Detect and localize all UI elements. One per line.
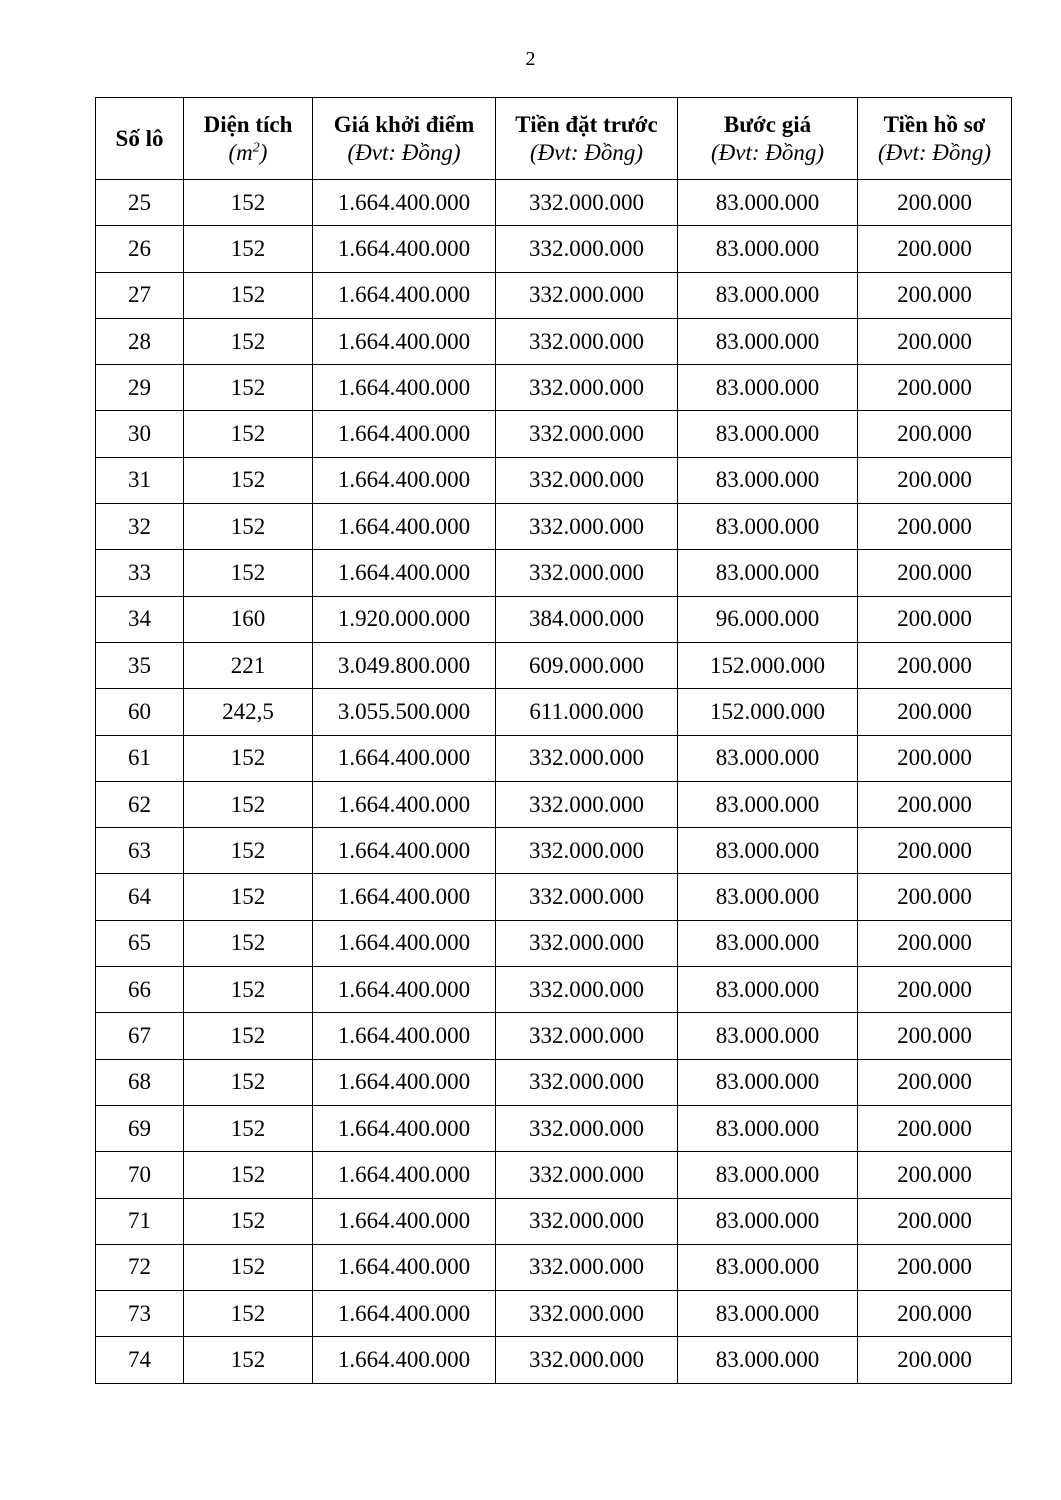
cell-deposit: 332.000.000: [496, 1059, 678, 1105]
cell-deposit: 332.000.000: [496, 226, 678, 272]
cell-deposit: 332.000.000: [496, 1013, 678, 1059]
table-row: [96, 689, 1012, 735]
cell-starting-price: 1.664.400.000: [313, 365, 496, 411]
table-row: [96, 920, 1012, 966]
cell-lot-number: 73: [96, 1291, 184, 1337]
cell-starting-price: 1.664.400.000: [313, 1291, 496, 1337]
table-row: [96, 1152, 1012, 1198]
table-row: [96, 457, 1012, 503]
cell-lot-number: 61: [96, 735, 184, 781]
cell-file-fee: 200.000: [858, 550, 1012, 596]
header-title: Số lô: [115, 125, 164, 151]
cell-price-step: 152.000.000: [678, 689, 858, 735]
cell-file-fee: 200.000: [858, 1291, 1012, 1337]
table-row: [96, 550, 1012, 596]
cell-area: 152: [184, 1013, 313, 1059]
table-row: [96, 411, 1012, 457]
cell-starting-price: 1.664.400.000: [313, 550, 496, 596]
cell-file-fee: 200.000: [858, 920, 1012, 966]
cell-deposit: 332.000.000: [496, 365, 678, 411]
cell-deposit: 332.000.000: [496, 1291, 678, 1337]
header-unit: (Đvt: Đồng): [529, 139, 644, 165]
cell-lot-number: 32: [96, 504, 184, 550]
table-row: [96, 1013, 1012, 1059]
cell-file-fee: 200.000: [858, 642, 1012, 688]
cell-area: 152: [184, 874, 313, 920]
table-row: [96, 504, 1012, 550]
cell-deposit: 332.000.000: [496, 504, 678, 550]
table-row: [96, 1059, 1012, 1105]
cell-starting-price: 1.664.400.000: [313, 318, 496, 364]
cell-area: 152: [184, 411, 313, 457]
cell-deposit: 609.000.000: [496, 642, 678, 688]
cell-deposit: 332.000.000: [496, 318, 678, 364]
cell-deposit: 332.000.000: [496, 411, 678, 457]
cell-file-fee: 200.000: [858, 735, 1012, 781]
table-row: [96, 1105, 1012, 1151]
cell-file-fee: 200.000: [858, 874, 1012, 920]
table-row: [96, 272, 1012, 318]
cell-deposit: 332.000.000: [496, 1105, 678, 1151]
cell-area: 152: [184, 967, 313, 1013]
cell-price-step: 83.000.000: [678, 967, 858, 1013]
cell-file-fee: 200.000: [858, 411, 1012, 457]
cell-file-fee: 200.000: [858, 226, 1012, 272]
header-area: [184, 98, 313, 180]
header-title: Tiền hồ sơ: [883, 111, 986, 137]
cell-starting-price: 1.664.400.000: [313, 411, 496, 457]
cell-deposit: 332.000.000: [496, 272, 678, 318]
header-unit: $(m^2)$: [228, 139, 268, 165]
header-file-fee: [858, 98, 1012, 180]
cell-area: 152: [184, 828, 313, 874]
header-title: Bước giá: [723, 111, 812, 137]
table-row: [96, 1244, 1012, 1290]
table-row: [96, 781, 1012, 827]
cell-area: 152: [184, 550, 313, 596]
cell-price-step: 83.000.000: [678, 365, 858, 411]
cell-area: 152: [184, 1291, 313, 1337]
cell-price-step: 83.000.000: [678, 735, 858, 781]
cell-deposit: 332.000.000: [496, 920, 678, 966]
cell-starting-price: 1.664.400.000: [313, 781, 496, 827]
cell-deposit: 332.000.000: [496, 735, 678, 781]
header-unit: (Đvt: Đồng): [347, 139, 461, 165]
header-deposit: [496, 98, 678, 180]
table-row: [96, 967, 1012, 1013]
cell-starting-price: 1.664.400.000: [313, 1198, 496, 1244]
cell-price-step: 83.000.000: [678, 457, 858, 503]
cell-area: 152: [184, 1337, 313, 1383]
cell-deposit: 332.000.000: [496, 457, 678, 503]
cell-deposit: 332.000.000: [496, 1152, 678, 1198]
cell-starting-price: 1.664.400.000: [313, 180, 496, 226]
cell-area: 152: [184, 1152, 313, 1198]
cell-deposit: 384.000.000: [496, 596, 678, 642]
cell-file-fee: 200.000: [858, 180, 1012, 226]
cell-price-step: 83.000.000: [678, 1198, 858, 1244]
table-row: [96, 735, 1012, 781]
cell-price-step: 83.000.000: [678, 1152, 858, 1198]
cell-file-fee: 200.000: [858, 365, 1012, 411]
cell-area: 152: [184, 318, 313, 364]
cell-deposit: 332.000.000: [496, 1244, 678, 1290]
cell-starting-price: 1.664.400.000: [313, 1152, 496, 1198]
cell-lot-number: 34: [96, 596, 184, 642]
cell-lot-number: 69: [96, 1105, 184, 1151]
cell-price-step: 152.000.000: [678, 642, 858, 688]
cell-lot-number: 71: [96, 1198, 184, 1244]
cell-starting-price: 1.664.400.000: [313, 920, 496, 966]
cell-price-step: 83.000.000: [678, 504, 858, 550]
cell-file-fee: 200.000: [858, 457, 1012, 503]
cell-area: 242,5: [184, 689, 313, 735]
cell-file-fee: 200.000: [858, 967, 1012, 1013]
cell-lot-number: 74: [96, 1337, 184, 1383]
cell-area: 152: [184, 504, 313, 550]
cell-starting-price: 1.664.400.000: [313, 504, 496, 550]
table-body: [96, 180, 1012, 1384]
cell-starting-price: 1.664.400.000: [313, 1105, 496, 1151]
cell-lot-number: 62: [96, 781, 184, 827]
cell-price-step: 83.000.000: [678, 180, 858, 226]
cell-deposit: 611.000.000: [496, 689, 678, 735]
cell-starting-price: 1.664.400.000: [313, 1244, 496, 1290]
table-row: [96, 365, 1012, 411]
cell-lot-number: 68: [96, 1059, 184, 1105]
cell-area: 152: [184, 457, 313, 503]
cell-price-step: 83.000.000: [678, 550, 858, 596]
cell-starting-price: 1.664.400.000: [313, 967, 496, 1013]
table-row: [96, 180, 1012, 226]
cell-price-step: 83.000.000: [678, 272, 858, 318]
cell-price-step: 83.000.000: [678, 1105, 858, 1151]
cell-lot-number: 30: [96, 411, 184, 457]
cell-price-step: 83.000.000: [678, 226, 858, 272]
cell-lot-number: 29: [96, 365, 184, 411]
cell-price-step: 83.000.000: [678, 1059, 858, 1105]
table-header-row: [96, 98, 1012, 180]
cell-file-fee: 200.000: [858, 689, 1012, 735]
cell-deposit: 332.000.000: [496, 967, 678, 1013]
header-title: Tiền đặt trước: [515, 111, 658, 137]
cell-lot-number: 65: [96, 920, 184, 966]
cell-starting-price: 1.664.400.000: [313, 272, 496, 318]
cell-lot-number: 64: [96, 874, 184, 920]
cell-area: 152: [184, 272, 313, 318]
table-row: [96, 874, 1012, 920]
cell-file-fee: 200.000: [858, 1013, 1012, 1059]
header-price-step: [678, 98, 858, 180]
cell-file-fee: 200.000: [858, 1244, 1012, 1290]
cell-starting-price: 1.664.400.000: [313, 226, 496, 272]
cell-starting-price: 1.664.400.000: [313, 457, 496, 503]
cell-area: 152: [184, 1105, 313, 1151]
cell-lot-number: 31: [96, 457, 184, 503]
cell-starting-price: 1.920.000.000: [313, 596, 496, 642]
table-row: [96, 318, 1012, 364]
table-row: [96, 1198, 1012, 1244]
cell-starting-price: 3.055.500.000: [313, 689, 496, 735]
table-row: [96, 1337, 1012, 1383]
cell-area: 152: [184, 920, 313, 966]
cell-lot-number: 26: [96, 226, 184, 272]
table-row: [96, 642, 1012, 688]
cell-area: 221: [184, 642, 313, 688]
table-row: [96, 596, 1012, 642]
cell-file-fee: 200.000: [858, 1337, 1012, 1383]
cell-area: 160: [184, 596, 313, 642]
page-number: 2: [525, 48, 536, 70]
cell-area: 152: [184, 781, 313, 827]
cell-starting-price: 1.664.400.000: [313, 828, 496, 874]
cell-lot-number: 70: [96, 1152, 184, 1198]
lot-price-table: [95, 97, 1012, 1384]
cell-file-fee: 200.000: [858, 1152, 1012, 1198]
cell-lot-number: 67: [96, 1013, 184, 1059]
cell-file-fee: 200.000: [858, 272, 1012, 318]
cell-lot-number: 25: [96, 180, 184, 226]
cell-price-step: 83.000.000: [678, 781, 858, 827]
cell-starting-price: 3.049.800.000: [313, 642, 496, 688]
cell-area: 152: [184, 735, 313, 781]
cell-deposit: 332.000.000: [496, 828, 678, 874]
cell-file-fee: 200.000: [858, 1198, 1012, 1244]
cell-lot-number: 28: [96, 318, 184, 364]
cell-lot-number: 60: [96, 689, 184, 735]
cell-file-fee: 200.000: [858, 781, 1012, 827]
header-title: Diện tích: [203, 111, 293, 137]
cell-area: 152: [184, 365, 313, 411]
cell-lot-number: 35: [96, 642, 184, 688]
cell-area: 152: [184, 226, 313, 272]
cell-lot-number: 66: [96, 967, 184, 1013]
table-row: [96, 1291, 1012, 1337]
cell-starting-price: 1.664.400.000: [313, 1059, 496, 1105]
cell-price-step: 83.000.000: [678, 318, 858, 364]
cell-price-step: 83.000.000: [678, 411, 858, 457]
header-title: Giá khởi điểm: [333, 111, 475, 137]
table-row: [96, 226, 1012, 272]
cell-starting-price: 1.664.400.000: [313, 1337, 496, 1383]
cell-starting-price: 1.664.400.000: [313, 1013, 496, 1059]
cell-price-step: 83.000.000: [678, 1244, 858, 1290]
cell-price-step: 96.000.000: [678, 596, 858, 642]
cell-deposit: 332.000.000: [496, 550, 678, 596]
cell-area: 152: [184, 180, 313, 226]
cell-price-step: 83.000.000: [678, 874, 858, 920]
cell-file-fee: 200.000: [858, 504, 1012, 550]
cell-deposit: 332.000.000: [496, 180, 678, 226]
cell-area: 152: [184, 1059, 313, 1105]
cell-file-fee: 200.000: [858, 828, 1012, 874]
header-starting-price: [313, 98, 496, 180]
cell-price-step: 83.000.000: [678, 1013, 858, 1059]
cell-price-step: 83.000.000: [678, 828, 858, 874]
cell-lot-number: 63: [96, 828, 184, 874]
cell-file-fee: 200.000: [858, 596, 1012, 642]
cell-deposit: 332.000.000: [496, 781, 678, 827]
cell-deposit: 332.000.000: [496, 874, 678, 920]
cell-price-step: 83.000.000: [678, 920, 858, 966]
cell-lot-number: 72: [96, 1244, 184, 1290]
table-row: [96, 828, 1012, 874]
cell-area: 152: [184, 1198, 313, 1244]
cell-lot-number: 33: [96, 550, 184, 596]
cell-deposit: 332.000.000: [496, 1337, 678, 1383]
cell-price-step: 83.000.000: [678, 1291, 858, 1337]
cell-file-fee: 200.000: [858, 318, 1012, 364]
header-unit: (Đvt: Đồng): [877, 139, 992, 165]
cell-area: 152: [184, 1244, 313, 1290]
cell-file-fee: 200.000: [858, 1105, 1012, 1151]
header-unit: (Đvt: Đồng): [710, 139, 825, 165]
cell-starting-price: 1.664.400.000: [313, 874, 496, 920]
cell-price-step: 83.000.000: [678, 1337, 858, 1383]
cell-file-fee: 200.000: [858, 1059, 1012, 1105]
cell-lot-number: 27: [96, 272, 184, 318]
cell-starting-price: 1.664.400.000: [313, 735, 496, 781]
cell-deposit: 332.000.000: [496, 1198, 678, 1244]
header-lot-number: [96, 98, 184, 180]
